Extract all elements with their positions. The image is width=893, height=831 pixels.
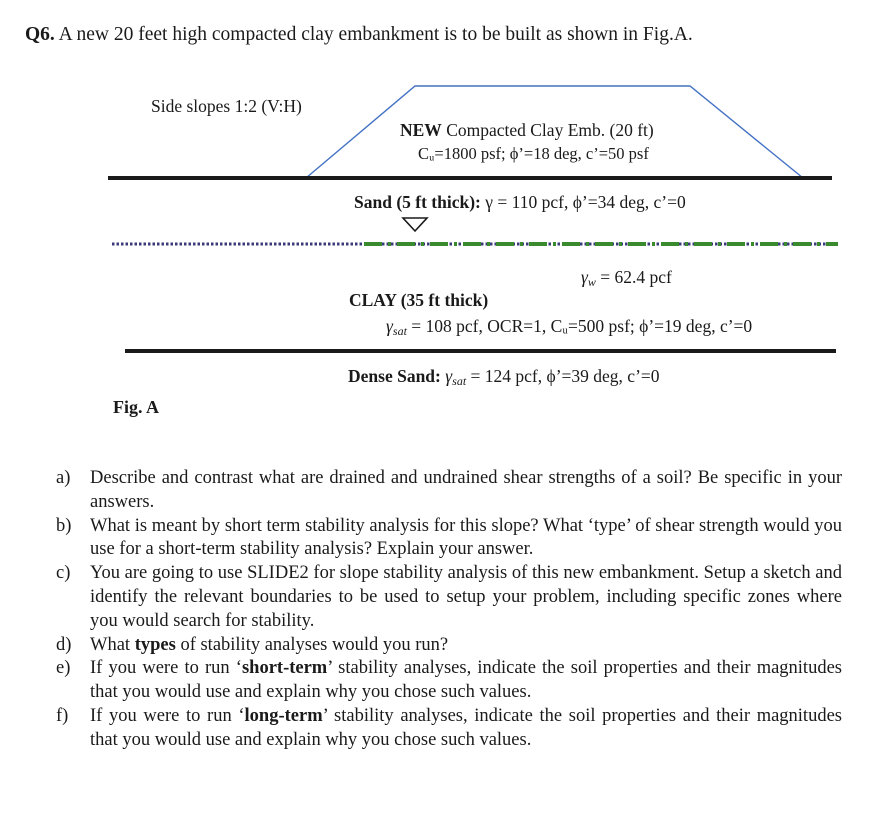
part-marker: b): [56, 515, 72, 536]
gamma-symbol: γ: [581, 267, 588, 287]
embankment-name: Compacted Clay Emb. (20 ft): [446, 120, 654, 140]
part-text-pre: What: [90, 634, 131, 655]
part-marker: c): [56, 563, 71, 584]
clay-layer-properties-line: [386, 318, 752, 337]
part-text: You are going to use SLIDE2 for slope stability analysis of this new embankment. Setup a sketch and identify the relevant boundaries to be used to setup your problem, including specific zones where you would search for stability.: [90, 563, 842, 631]
part-marker: a): [56, 468, 71, 488]
part-text-bold: short-term: [241, 658, 328, 679]
part-text-pre: If you were to run ‘: [90, 658, 242, 679]
clay-layer-name: CLAY (35 ft thick): [349, 290, 489, 310]
clay-layer-properties: = 108 pcf, OCR=1, Cᵤ=500 psf; ϕ’=19 deg, c’=0: [411, 316, 753, 336]
list-item: [52, 705, 842, 753]
figure-caption: Fig. A: [113, 397, 160, 417]
part-text: What is meant by short term stability analysis for this slope? What ‘type’ of shear strength would you use for a short-term stability analysis? Explain your answer.: [90, 515, 842, 560]
dense-sand-name: Dense Sand:: [348, 366, 441, 386]
list-item: [52, 634, 842, 658]
part-text-post: ’ stability analyses, indicate the soil properties and their magnitudes that you would use and explain why you chose such values.: [90, 658, 842, 703]
embankment-properties: Cᵤ=1800 psf; ϕ’=18 deg, c’=50 psf: [418, 144, 649, 163]
list-item: [52, 467, 842, 515]
sand-layer-label: [354, 194, 686, 212]
water-unit-weight-value: = 62.4 pcf: [600, 267, 672, 287]
part-text-pre: If you were to run ‘: [90, 705, 245, 726]
embankment-title: [400, 122, 654, 140]
gamma-subscript: sat: [392, 324, 407, 338]
embankment-name-bold: NEW: [400, 120, 442, 140]
dense-sand-properties: = 124 pcf, ϕ’=39 deg, c’=0: [470, 366, 660, 386]
water-table-triangle-icon: [403, 218, 427, 231]
part-text-bold: types: [134, 634, 176, 655]
list-item: [52, 562, 842, 633]
gamma-subscript: w: [587, 275, 596, 289]
side-slopes-label: Side slopes 1:2 (V:H): [151, 96, 302, 116]
question-number: Q6.: [25, 24, 55, 45]
question-parts-list: [52, 467, 842, 753]
sand-layer-name: Sand (5 ft thick):: [354, 192, 481, 212]
question-text: A new 20 feet high compacted clay embankment is to be built as shown in Fig.A.: [58, 24, 693, 45]
part-marker: f): [56, 705, 69, 726]
water-unit-weight-label: [581, 269, 672, 288]
dense-sand-label: [348, 368, 660, 387]
list-item: [52, 657, 842, 705]
gamma-symbol: γ: [445, 366, 453, 386]
gamma-symbol: γ: [386, 316, 393, 336]
sand-layer-properties: γ = 110 pcf, ϕ’=34 deg, c’=0: [485, 192, 686, 212]
list-item: [52, 515, 842, 563]
part-text: Describe and contrast what are drained and undrained shear strengths of a soil? Be specific in your answers.: [90, 468, 842, 512]
part-text-post: ’ stability analyses, indicate the soil properties and their magnitudes that you would use and explain why you chose such values.: [90, 705, 842, 750]
part-text-post: of stability analyses would you run?: [180, 634, 449, 655]
gamma-subscript: sat: [452, 374, 467, 388]
part-text-bold: long-term: [244, 705, 323, 726]
part-marker: e): [56, 658, 71, 679]
part-marker: d): [56, 634, 72, 655]
